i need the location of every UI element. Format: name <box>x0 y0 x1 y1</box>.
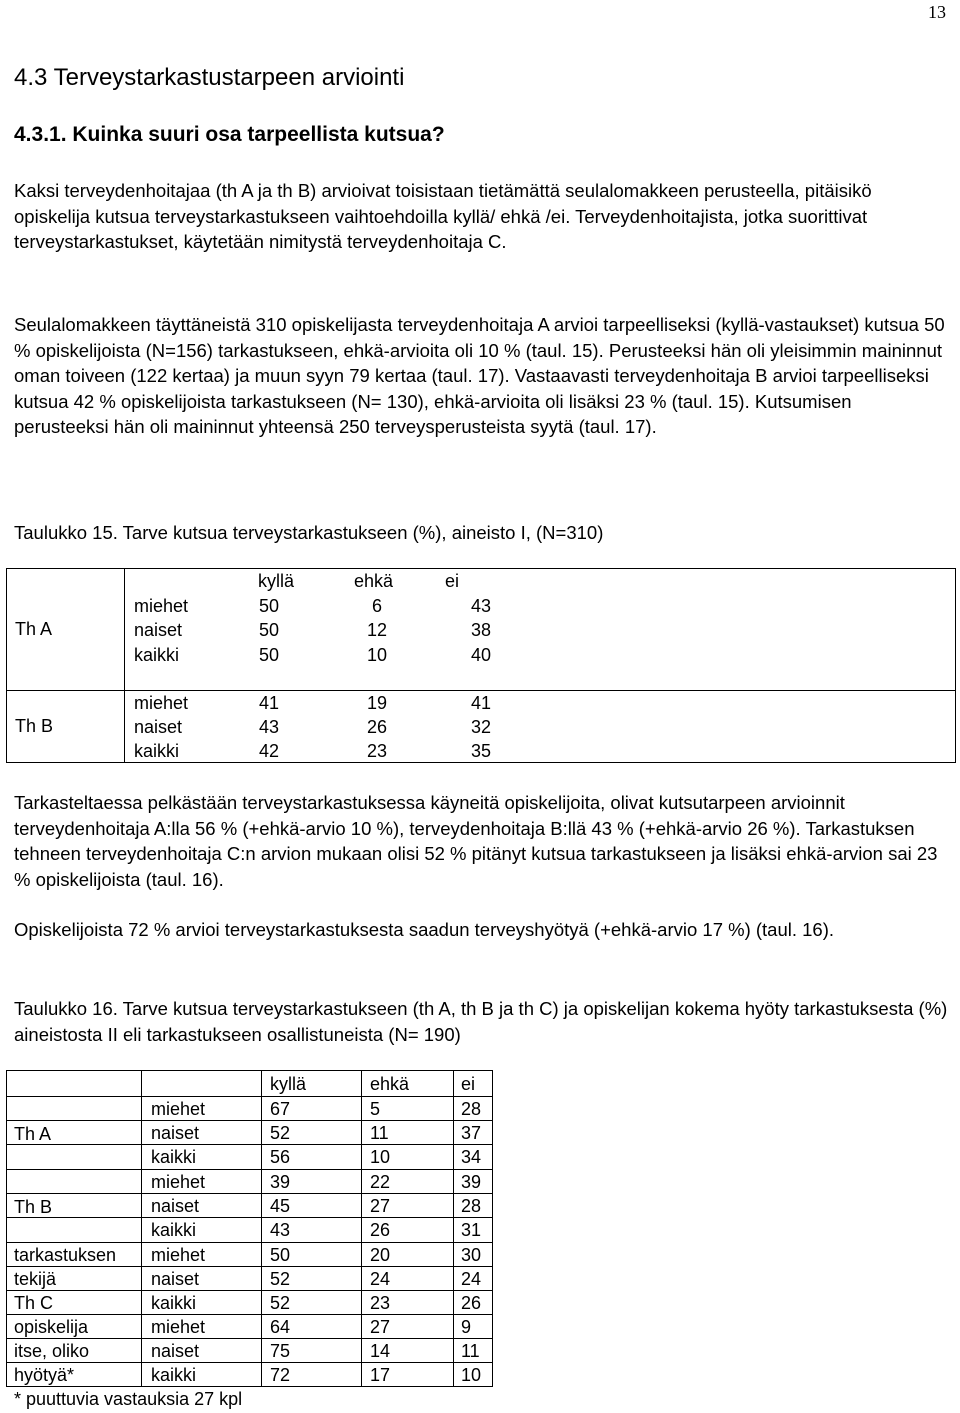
row-label: miehet <box>134 693 189 713</box>
table-header-row <box>6 1072 493 1096</box>
row-label: naiset <box>151 1341 200 1361</box>
group-label-line: Th A <box>14 1124 52 1144</box>
table16-footnote: * puuttuvia vastauksia 27 kpl <box>14 1389 243 1409</box>
cell-ehka: 23 <box>367 741 388 761</box>
cell-ehka: 12 <box>367 620 388 640</box>
cell-ei: 39 <box>461 1172 482 1192</box>
header-kylla: kyllä <box>258 571 295 591</box>
table-row <box>7 739 955 763</box>
table-row <box>6 1291 493 1315</box>
cell-ei: 34 <box>461 1147 482 1167</box>
section-heading: 4.3 Terveystarkastustarpeen arviointi <box>14 64 405 91</box>
paragraph-2: Seulalomakkeen täyttäneistä 310 opiskelijasta terveydenhoitaja A arvioi tarpeelliseksi (kyllä-vastaukset) kutsua 50 % opiskelijoista (N=156) tarkastukseen, ehkä-arvioita oli 10 % (taul. 15). Perusteeksi hän oli yleisimmin maininnut oman toiveen (122 kertaa) ja muun syyn 79 kertaa (taul. 17). Vastaavasti terveydenhoitaja B arvioi tarpeelliseksi kutsua 42 % opiskelijoista tarkastukseen (N= 130), ehkä-arvioita oli lisäksi 23 % (taul. 15). Kutsumisen perusteeksi hän oli maininnut yhteensä 250 terveysperusteista syytä (taul. 17). <box>14 314 945 438</box>
cell-ei: 32 <box>471 717 492 737</box>
cell-ehka: 6 <box>372 596 383 616</box>
cell-ehka: 27 <box>370 1317 391 1337</box>
cell-ehka: 5 <box>370 1099 381 1119</box>
table-16 <box>6 1070 493 1387</box>
table-row <box>6 1170 493 1194</box>
table16-caption: Taulukko 16. Tarve kutsua terveystarkastukseen (th A, th B ja th C) ja opiskelijan kokema hyöty tarkastuksesta (%) aineistosta II eli tarkastukseen osallistuneista (N= 190) <box>14 998 948 1045</box>
cell-ei: 41 <box>471 693 492 713</box>
cell-ei: 43 <box>471 596 492 616</box>
page-number: 13 <box>928 2 946 22</box>
table-row <box>7 691 955 715</box>
cell-kylla: 50 <box>259 620 280 640</box>
table-row <box>6 1194 493 1218</box>
cell-kylla: 45 <box>270 1196 291 1216</box>
cell-ei: 40 <box>471 645 492 665</box>
cell-kylla: 43 <box>259 717 280 737</box>
cell-kylla: 50 <box>270 1245 291 1265</box>
cell-kylla: 64 <box>270 1317 291 1337</box>
cell-kylla: 67 <box>270 1099 291 1119</box>
table-row <box>6 1243 493 1267</box>
cell-ei: 28 <box>461 1196 482 1216</box>
group-label-line: itse, oliko <box>14 1341 90 1361</box>
row-label: naiset <box>134 620 183 640</box>
table-rule <box>6 1070 493 1071</box>
row-label: naiset <box>151 1196 200 1216</box>
group-label-th-a: Th A <box>15 619 53 639</box>
cell-kylla: 50 <box>259 596 280 616</box>
cell-ehka: 22 <box>370 1172 391 1192</box>
cell-kylla: 52 <box>270 1269 291 1289</box>
table-row <box>7 643 955 667</box>
paragraph-4: Opiskelijoista 72 % arvioi terveystarkastuksesta saadun terveyshyötyä (+ehkä-arvio 17 %) (taul. 16). <box>14 919 835 940</box>
header-ehka: ehkä <box>370 1074 410 1094</box>
group-label-line: tekijä <box>14 1269 57 1289</box>
row-label: kaikki <box>134 741 180 761</box>
cell-ei: 24 <box>461 1269 482 1289</box>
cell-kylla: 42 <box>259 741 280 761</box>
cell-ei: 38 <box>471 620 492 640</box>
cell-ei: 11 <box>461 1341 480 1361</box>
cell-ei: 37 <box>461 1123 482 1143</box>
group-label-line: opiskelija <box>14 1317 89 1337</box>
cell-ei: 35 <box>471 741 492 761</box>
table-row <box>6 1267 493 1291</box>
row-label: miehet <box>151 1172 206 1192</box>
header-kylla: kyllä <box>270 1074 307 1094</box>
row-label: naiset <box>134 717 183 737</box>
cell-ehka: 19 <box>367 693 388 713</box>
table-header-row <box>7 569 955 593</box>
table-row <box>6 1218 493 1242</box>
row-label: miehet <box>151 1245 206 1265</box>
group-label-th-b: Th B <box>15 716 54 736</box>
cell-ehka: 11 <box>370 1123 389 1143</box>
cell-ehka: 10 <box>370 1147 391 1167</box>
group-label-line: tarkastuksen <box>14 1245 117 1265</box>
row-label: kaikki <box>151 1365 197 1385</box>
group-label-line: Th C <box>14 1293 54 1313</box>
cell-kylla: 43 <box>270 1220 291 1240</box>
paragraph-3: Tarkasteltaessa pelkästään terveystarkastuksessa käyneitä opiskelijoita, olivat kutsutarpeen arvioinnit terveydenhoitaja A:lla 56 % (+ehkä-arvio 10 %), terveydenhoitaja B:llä 43 % (+ehkä-arvio 26 %). Tarkastuksen tehneen terveydenhoitaja C:n arvion mukaan olisi 52 % pitänyt kutsua tarkastukseen ja lisäksi ehkä-arvion sai 23 % opiskelijoista (taul. 16). <box>14 792 938 890</box>
table-row <box>6 1315 493 1339</box>
subsection-heading: 4.3.1. Kuinka suuri osa tarpeellista kutsua? <box>14 123 445 146</box>
row-label: naiset <box>151 1123 200 1143</box>
cell-ei: 10 <box>461 1365 482 1385</box>
row-label: kaikki <box>151 1147 197 1167</box>
row-label: kaikki <box>151 1220 197 1240</box>
cell-ehka: 17 <box>370 1365 391 1385</box>
row-label: kaikki <box>134 645 180 665</box>
table-row <box>6 1097 493 1121</box>
cell-kylla: 52 <box>270 1123 291 1143</box>
cell-kylla: 50 <box>259 645 280 665</box>
table-row <box>6 1339 493 1363</box>
cell-kylla: 75 <box>270 1341 291 1361</box>
header-ei: ei <box>445 571 460 591</box>
table-row <box>6 1363 493 1387</box>
table15-caption: Taulukko 15. Tarve kutsua terveystarkastukseen (%), aineisto I, (N=310) <box>14 522 604 543</box>
cell-ehka: 20 <box>370 1245 391 1265</box>
cell-ei: 28 <box>461 1099 482 1119</box>
group-label-line: hyötyä* <box>14 1365 75 1385</box>
row-label: miehet <box>151 1317 206 1337</box>
cell-kylla: 56 <box>270 1147 291 1167</box>
cell-ehka: 27 <box>370 1196 391 1216</box>
cell-ei: 30 <box>461 1245 482 1265</box>
header-ehka: ehkä <box>354 571 394 591</box>
header-ei: ei <box>461 1074 476 1094</box>
table-row <box>7 594 955 618</box>
cell-ehka: 24 <box>370 1269 391 1289</box>
row-label: naiset <box>151 1269 200 1289</box>
table-row <box>7 618 955 642</box>
cell-ei: 26 <box>461 1293 482 1313</box>
paragraph-1: Kaksi terveydenhoitajaa (th A ja th B) arvioivat toisistaan tietämättä seulalomakkeen perusteella, pitäisikö opiskelija kutsua terveystarkastukseen vaihtoehdoilla kyllä/ ehkä /ei. Terveydenhoitajista, jotka suorittivat terveystarkastukset, käytetään nimitystä terveydenhoitaja C. <box>14 180 872 253</box>
table-row <box>6 1145 493 1169</box>
cell-ehka: 10 <box>367 645 388 665</box>
cell-ei: 9 <box>461 1317 472 1337</box>
table-row <box>6 1121 493 1145</box>
cell-ehka: 26 <box>370 1220 391 1240</box>
cell-kylla: 41 <box>259 693 280 713</box>
cell-ehka: 14 <box>370 1341 391 1361</box>
row-label: miehet <box>151 1099 206 1119</box>
table-15 <box>6 568 956 763</box>
row-label: kaikki <box>151 1293 197 1313</box>
cell-ehka: 23 <box>370 1293 391 1313</box>
group-label-line: Th B <box>14 1197 53 1217</box>
cell-kylla: 72 <box>270 1365 291 1385</box>
table-row <box>7 715 955 739</box>
cell-kylla: 52 <box>270 1293 291 1313</box>
cell-ehka: 26 <box>367 717 388 737</box>
cell-ei: 31 <box>461 1220 482 1240</box>
row-label: miehet <box>134 596 189 616</box>
cell-kylla: 39 <box>270 1172 291 1192</box>
